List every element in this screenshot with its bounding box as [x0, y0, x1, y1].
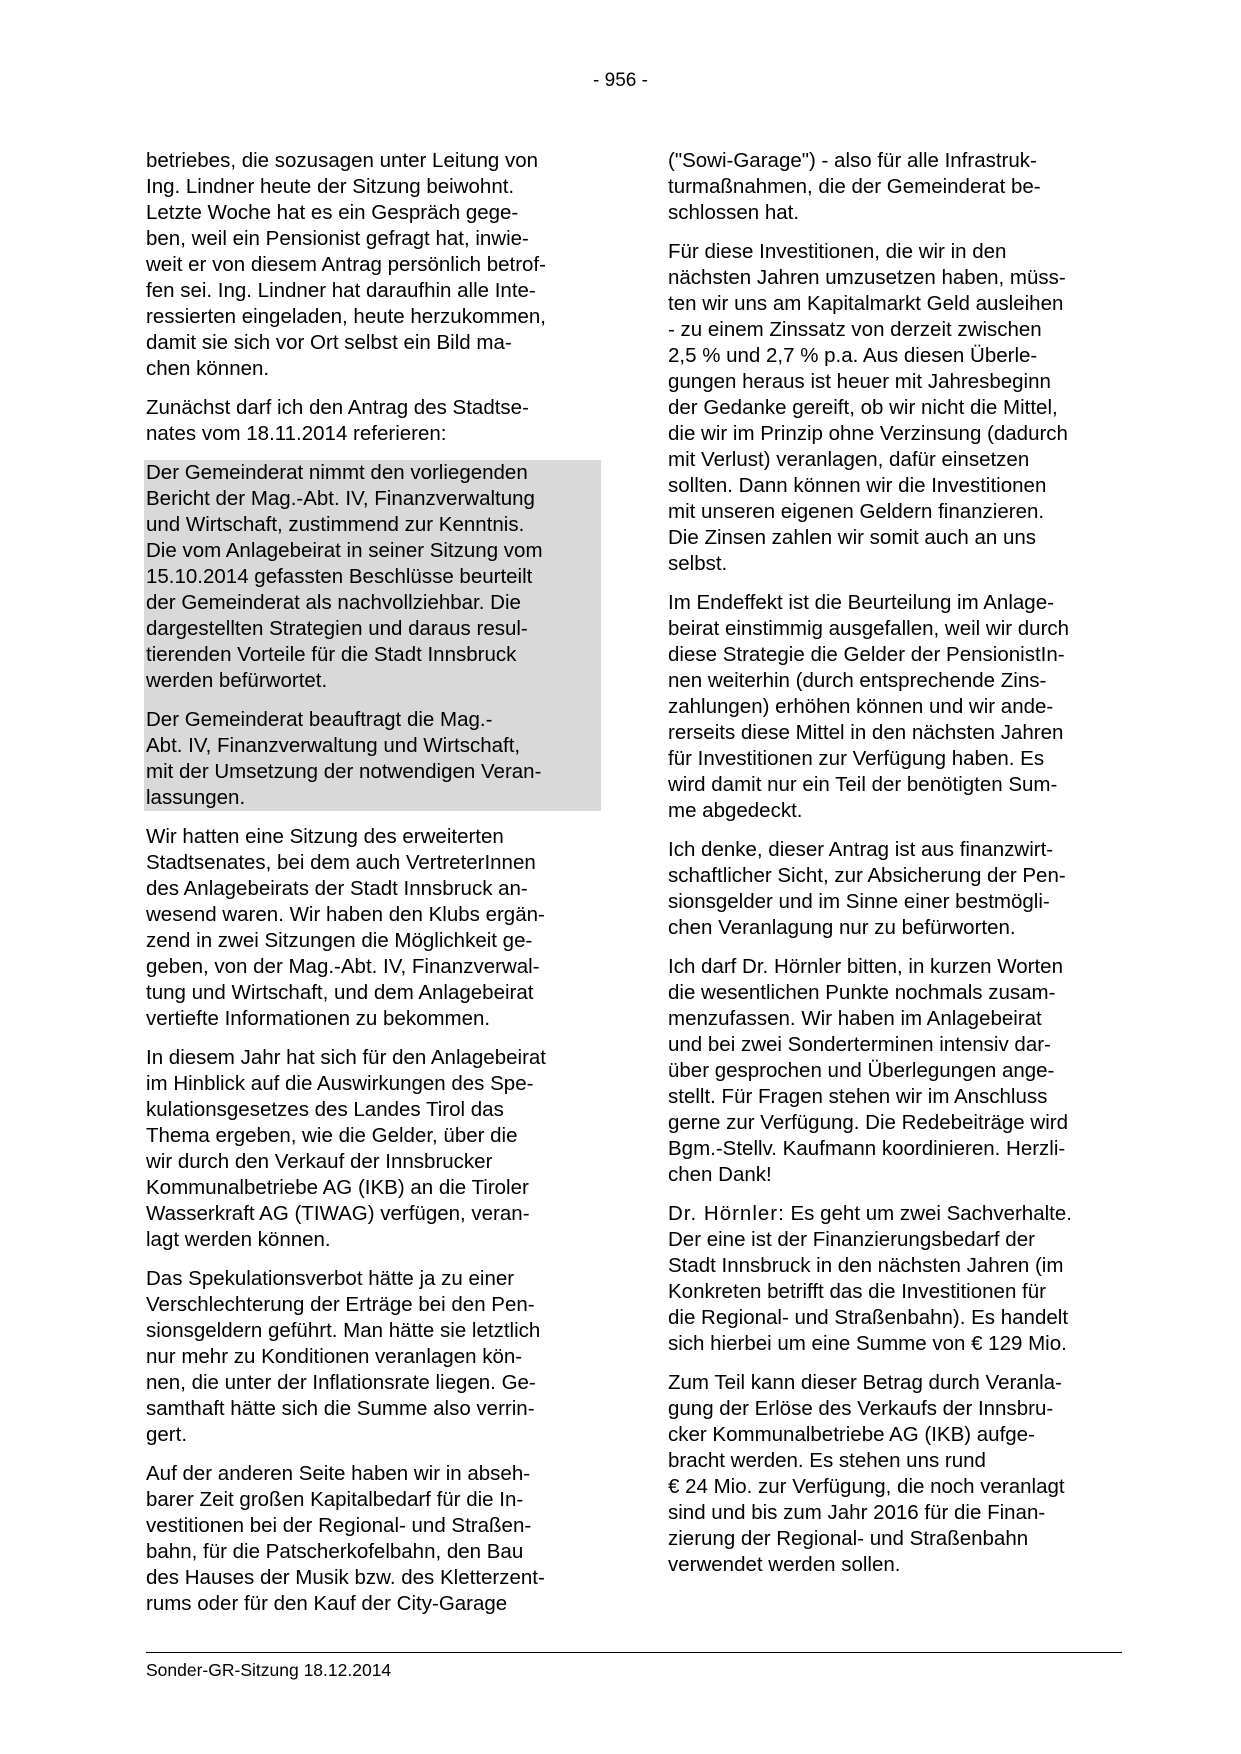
- paragraph: In diesem Jahr hat sich für den Anlagebeirat im Hinblick auf die Auswirkungen des Spe- kulationsgesetzes des Landes Tirol das Thema ergeben, wie die Gelder, über die wir durch den Verkauf der Innsbrucker Kommunalbetriebe AG (IKB) an die Tiroler Wasserkraft AG (TIWAG) verfügen, veran- lagt werden können.: [146, 1046, 546, 1251]
- right-column: [668, 148, 1123, 1591]
- paragraph: Zum Teil kann dieser Betrag durch Veranla- gung der Erlöse des Verkaufs der Innsbru- cker Kommunalbetriebe AG (IKB) aufge- bracht werden. Es stehen uns rund € 24 Mio. zur Verfügung, die noch veranlagt sind und bis zum Jahr 2016 für die Finan- zierung der Regional- und Straßenbahn verwendet werden sollen.: [668, 1371, 1065, 1576]
- paragraph: Auf der anderen Seite haben wir in abseh- barer Zeit großen Kapitalbedarf für die In- vestitionen bei der Regional- und Straßen- bahn, für die Patscherkofelbahn, den Bau des Hauses der Musik bzw. des Kletterzent- rums oder für den Kauf der City-Garage: [146, 1462, 545, 1615]
- speaker-paragraph: [668, 1201, 1123, 1357]
- paragraph: Für diese Investitionen, die wir in den nächsten Jahren umzusetzen haben, müss- ten wir uns am Kapitalmarkt Geld ausleihen - zu einem Zinssatz von derzeit zwischen 2,5 % und 2,7 % p.a. Aus diesen Überle- gungen heraus ist heuer mit Jahresbeginn der Gedanke gereift, ob wir nicht die Mittel, die wir im Prinzip ohne Verzinsung (dadurch mit Verlust) veranlagen, dafür einsetzen sollten. Dann können wir die Investitionen mit unseren eigenen Geldern finanzieren. Die Zinsen zahlen wir somit auch an uns selbst.: [668, 240, 1068, 575]
- paragraph: Ich denke, dieser Antrag ist aus finanzwirt- schaftlicher Sicht, zur Absicherung der Pen- sionsgelder und im Sinne einer bestmögli- chen Veranlagung nur zu befürworten.: [668, 838, 1066, 939]
- motion-paragraph: Der Gemeinderat nimmt den vorliegenden Bericht der Mag.-Abt. IV, Finanzverwaltung und Wirtschaft, zustimmend zur Kenntnis. Die vom Anlagebeirat in seiner Sitzung vom 15.10.2014 gefassten Beschlüsse beurteilt der Gemeinderat als nachvollziehbar. Die dargestellten Strategien und daraus resul- tierenden Vorteile für die Stadt Innsbruck werden befürwortet.: [146, 461, 543, 692]
- motion-paragraph: Der Gemeinderat beauftragt die Mag.- Abt. IV, Finanzverwaltung und Wirtschaft, mit der Umsetzung der notwendigen Veran- lassungen.: [146, 708, 542, 809]
- speaker-name: Dr. Hörnler:: [668, 1202, 785, 1225]
- footer-text: Sonder-GR-Sitzung 18.12.2014: [146, 1660, 392, 1680]
- paragraph: Zunächst darf ich den Antrag des Stadtse- nates vom 18.11.2014 referieren:: [146, 396, 529, 445]
- speaker-text: Es geht um zwei Sachverhalte. Der eine ist der Finanzierungsbedarf der Stadt Innsbruck in den nächsten Jahren (im Konkreten betrifft das die Investitionen für die Regional- und Straßenbahn). Es handelt sich hierbei um eine Summe von € 129 Mio.: [668, 1202, 1072, 1355]
- paragraph: Im Endeffekt ist die Beurteilung im Anlage- beirat einstimmig ausgefallen, weil wir durch diese Strategie die Gelder der PensionistIn- nen weiterhin (durch entsprechende Zins- zahlungen) erhöhen können und wir ande- rerseits diese Mittel in den nächsten Jahren für Investitionen zur Verfügung haben. Es wird damit nur ein Teil der benötigten Sum- me abgedeckt.: [668, 591, 1070, 822]
- paragraph: Das Spekulationsverbot hätte ja zu einer Verschlechterung der Erträge bei den Pen- sionsgeldern geführt. Man hätte sie letztlich nur mehr zu Konditionen veranlagen kön- nen, die unter der Inflationsrate liegen. Ge- samthaft hätte sich die Summe also verrin- gert.: [146, 1267, 541, 1446]
- paragraph: ("Sowi-Garage") - also für alle Infrastruk- turmaßnahmen, die der Gemeinderat be- schlossen hat.: [668, 149, 1041, 224]
- left-column: [146, 148, 601, 1630]
- page-number: - 956 -: [593, 70, 648, 91]
- paragraph: Ich darf Dr. Hörnler bitten, in kurzen Worten die wesentlichen Punkte nochmals zusam- menzufassen. Wir haben im Anlagebeirat und bei zwei Sonderterminen intensiv dar- über gesprochen und Überlegungen ange- stellt. Für Fragen stehen wir im Anschluss gerne zur Verfügung. Die Redebeiträge wird Bgm.-Stellv. Kaufmann koordinieren. Herzli- chen Dank!: [668, 955, 1068, 1186]
- paragraph: betriebes, die sozusagen unter Leitung von Ing. Lindner heute der Sitzung beiwohnt. Letzte Woche hat es ein Gespräch gege- ben, weil ein Pensionist gefragt hat, inwie- weit er von diesem Antrag persönlich betrof- fen sei. Ing. Lindner hat daraufhin alle Inte- ressierten eingeladen, heute herzukommen, damit sie sich vor Ort selbst ein Bild ma- chen können.: [146, 149, 546, 380]
- motion-text-box: [144, 460, 601, 811]
- paragraph: Wir hatten eine Sitzung des erweiterten Stadtsenates, bei dem auch VertreterInnen des Anlagebeirats der Stadt Innsbruck an- wesend waren. Wir haben den Klubs ergän- zend in zwei Sitzungen die Möglichkeit ge- geben, von der Mag.-Abt. IV, Finanzverwal- tung und Wirtschaft, und dem Anlagebeirat vertiefte Informationen zu bekommen.: [146, 825, 545, 1030]
- footer-divider: [146, 1652, 1122, 1653]
